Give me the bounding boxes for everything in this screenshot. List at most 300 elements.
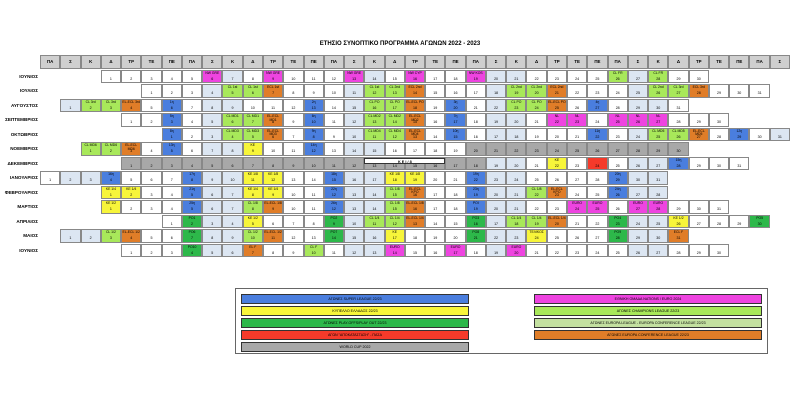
weekday-header-cell: Κ (222, 55, 242, 69)
day-cell (182, 70, 202, 84)
day-cell (364, 229, 384, 243)
day-cell (445, 128, 465, 142)
event-label: 18η (331, 172, 337, 176)
day-number: 15 (352, 236, 357, 241)
weekday-header-cell: ΠΕ (304, 55, 324, 69)
day-number: 22 (494, 105, 499, 110)
day-cell (324, 200, 344, 214)
event-label: EURO (450, 244, 461, 249)
day-cell (243, 200, 263, 214)
day-cell (668, 70, 688, 84)
day-number: 2 (191, 134, 194, 139)
day-number: 19 (433, 236, 438, 241)
day-cell (770, 128, 790, 142)
day-cell (445, 229, 465, 243)
day-cell (709, 128, 729, 142)
day-number: 29 (696, 120, 701, 125)
day-number: 20 (453, 105, 458, 110)
day-cell (324, 128, 344, 142)
weekday-header-cell: ΠΑ (749, 55, 769, 69)
day-number: 31 (656, 178, 661, 183)
day-cell (628, 113, 648, 127)
day-number: 14 (392, 250, 397, 255)
event-label: KE 1/8 (268, 172, 279, 176)
day-cell (243, 84, 263, 98)
day-number: 2 (150, 250, 153, 255)
day-cell (141, 113, 161, 127)
day-cell (243, 215, 263, 229)
day-cell (344, 84, 364, 98)
day-number: 15 (412, 163, 417, 168)
day-cell (587, 70, 607, 84)
legend-item: ΑΓΩΝΕΣ EUROPA CONFERENCE LEAGUE 22/23 (534, 330, 762, 340)
day-cell (445, 99, 465, 113)
day-number: 10 (331, 91, 336, 96)
day-cell (243, 171, 263, 185)
event-label: NW KOS (468, 70, 483, 75)
day-number: 12 (352, 120, 357, 125)
day-number: 19 (494, 120, 499, 125)
day-cell (162, 99, 182, 113)
day-cell (587, 99, 607, 113)
day-cell (567, 128, 587, 142)
event-label: NL (615, 114, 620, 118)
day-cell (121, 99, 141, 113)
day-number: 30 (696, 207, 701, 212)
day-cell (121, 186, 141, 200)
day-number: 27 (696, 134, 701, 139)
day-number: 30 (656, 105, 661, 110)
weekday-header-cell: ΤΕ (141, 55, 161, 69)
day-cell (628, 142, 648, 156)
day-cell (243, 128, 263, 142)
day-number: 19 (433, 105, 438, 110)
day-number: 30 (757, 221, 762, 226)
day-number: 16 (372, 105, 377, 110)
day-cell (364, 142, 384, 156)
day-number: 3 (109, 105, 112, 110)
day-number: 17 (433, 76, 438, 81)
day-number: 15 (372, 149, 377, 154)
day-number: 26 (575, 105, 580, 110)
event-label: ECL 1st (267, 85, 280, 89)
day-cell (567, 157, 587, 171)
event-label: 20η (614, 172, 621, 176)
day-number: 11 (332, 163, 336, 168)
day-number: 12 (331, 207, 336, 212)
day-number: 16 (433, 163, 438, 168)
day-cell (405, 215, 425, 229)
month-label: ΜΑΡΤΙΟΣ (17, 204, 38, 209)
day-cell (263, 99, 283, 113)
day-cell (628, 171, 648, 185)
day-cell (547, 215, 567, 229)
day-cell (162, 157, 182, 171)
day-cell (425, 244, 445, 258)
event-label: KE 1/4 (268, 186, 279, 191)
day-number: 9 (272, 192, 275, 197)
day-number: 11 (372, 221, 377, 226)
event-label: CL MD1 (226, 114, 239, 118)
day-cell (405, 200, 425, 214)
day-cell (405, 99, 425, 113)
day-number: 22 (534, 192, 539, 197)
day-cell (101, 171, 121, 185)
event-label: CL 2nd (510, 85, 522, 89)
day-cell (202, 128, 222, 142)
day-cell (608, 84, 628, 98)
day-number: 14 (412, 91, 417, 96)
month-label: ΙΟΥΝΙΟΣ (19, 247, 38, 253)
day-cell (202, 186, 222, 200)
day-cell (304, 99, 324, 113)
weekday-header-cell: ΤΕ (283, 55, 303, 69)
day-cell (304, 128, 324, 142)
month-row (10, 142, 790, 157)
day-number: 9 (251, 149, 254, 154)
day-number: 14 (352, 149, 357, 154)
day-cell (344, 229, 364, 243)
day-number: 6 (272, 221, 275, 226)
day-number: 21 (453, 178, 458, 183)
weekday-header-cell: Δ (243, 55, 263, 69)
day-number: 22 (494, 236, 499, 241)
day-cell (425, 171, 445, 185)
day-cell (283, 186, 303, 200)
day-number: 3 (150, 192, 153, 197)
day-cell (304, 171, 324, 185)
event-label: ΤΕΛΙΚΟΣ (529, 230, 544, 234)
day-number: 8 (272, 120, 275, 125)
day-number: 22 (595, 221, 600, 226)
event-label: KE 1/2 (247, 215, 258, 220)
day-cell (364, 99, 384, 113)
day-number: 25 (575, 149, 580, 154)
day-cell (567, 171, 587, 185)
day-number: 26 (676, 134, 681, 139)
event-label: CL F (310, 244, 318, 249)
day-cell (324, 142, 344, 156)
day-cell (486, 200, 506, 214)
day-number: 6 (211, 76, 214, 81)
day-number: 3 (170, 163, 173, 168)
day-number: 16 (433, 120, 438, 125)
day-cell (202, 70, 222, 84)
day-cell (304, 200, 324, 214)
day-number: 1 (49, 178, 52, 183)
day-cell (162, 171, 182, 185)
day-cell (466, 113, 486, 127)
event-label: CL 1/4 (531, 215, 542, 220)
day-number: 3 (211, 221, 214, 226)
day-cell (324, 70, 344, 84)
day-cell (202, 157, 222, 171)
event-label: EL-ECL 1/4 (406, 215, 424, 220)
event-label: ECL 2nd (408, 85, 422, 89)
day-cell (324, 84, 344, 98)
day-number: 12 (352, 163, 357, 168)
day-cell (222, 84, 242, 98)
day-cell (405, 70, 425, 84)
legend-item: ΑΓΩΝΕΣ CHAMPIONS LEAGUE 22/23 (534, 306, 762, 316)
weekday-header-cell: Σ (628, 55, 648, 69)
day-cell (101, 142, 121, 156)
day-cell (364, 128, 384, 142)
day-cell (202, 99, 222, 113)
day-number: 29 (696, 250, 701, 255)
day-cell (587, 113, 607, 127)
day-number: 18 (473, 250, 478, 255)
day-cell (263, 128, 283, 142)
day-cell (506, 84, 526, 98)
day-number: 27 (635, 207, 640, 212)
day-cell (466, 200, 486, 214)
day-cell (283, 70, 303, 84)
day-number: 20 (514, 120, 519, 125)
day-cell (162, 215, 182, 229)
day-cell (141, 171, 161, 185)
day-cell (243, 99, 263, 113)
day-number: 13 (331, 149, 336, 154)
day-cell (547, 229, 567, 243)
event-label: CL 1/8 (247, 201, 258, 205)
day-cell (222, 171, 242, 185)
day-number: 27 (595, 236, 600, 241)
day-cell (243, 186, 263, 200)
day-number: 1 (69, 105, 72, 110)
day-number: 11 (291, 149, 296, 154)
day-cell (385, 171, 405, 185)
day-number: 23 (534, 149, 539, 154)
day-number: 28 (696, 91, 701, 96)
day-cell (324, 215, 344, 229)
weekday-header-cell: Δ (668, 55, 688, 69)
day-cell (749, 84, 769, 98)
event-label: 6η (311, 114, 316, 118)
day-cell (567, 70, 587, 84)
day-number: 28 (595, 178, 600, 183)
day-number: 27 (635, 76, 640, 81)
day-number: 19 (494, 163, 499, 168)
month-label: ΑΠΡΙΛΙΟΣ (16, 218, 38, 224)
day-number: 26 (635, 163, 640, 168)
day-number: 24 (595, 163, 600, 168)
day-number: 15 (392, 76, 397, 81)
event-label: EL-ECL 3rd (122, 99, 140, 104)
day-number: 29 (696, 163, 701, 168)
day-cell (202, 84, 222, 98)
day-number: 13 (352, 192, 357, 197)
day-number: 23 (615, 221, 620, 226)
day-cell (182, 215, 202, 229)
legend-item: ΑΓΩΝ "ΑΠΟΚΑΤΑΣΤΑΣΗ" - ΠΑΣΑ (241, 330, 469, 340)
day-cell (668, 229, 688, 243)
day-cell (506, 171, 526, 185)
day-number: 10 (352, 134, 357, 139)
day-cell (405, 142, 425, 156)
event-label: CL 1/8 (389, 186, 400, 191)
day-cell (81, 99, 101, 113)
day-number: 15 (392, 192, 397, 197)
day-number: 9 (272, 207, 275, 212)
day-number: 24 (635, 221, 640, 226)
day-number: 15 (433, 91, 438, 96)
day-number: 4 (109, 178, 112, 183)
day-cell (486, 113, 506, 127)
day-number: 5 (170, 149, 173, 154)
day-number: 23 (554, 192, 559, 197)
day-cell (567, 186, 587, 200)
day-cell (466, 215, 486, 229)
day-cell (668, 99, 688, 113)
event-label: NL (656, 114, 661, 118)
day-number: 9 (231, 236, 234, 241)
day-cell (526, 70, 546, 84)
day-cell (425, 84, 445, 98)
month-label: ΦΕΒΡΟΥΑΡΙΟΣ (4, 189, 38, 195)
day-number: 6 (191, 149, 194, 154)
day-cell (101, 200, 121, 214)
day-number: 1 (170, 221, 173, 226)
day-cell (222, 142, 242, 156)
event-label: CL 1st (247, 85, 258, 89)
day-cell (526, 84, 546, 98)
day-number: 4 (150, 149, 153, 154)
day-cell (364, 186, 384, 200)
day-number: 9 (332, 134, 335, 139)
day-number: 2 (130, 192, 133, 197)
day-cell (729, 128, 749, 142)
day-number: 5 (191, 192, 194, 197)
day-number: 7 (231, 207, 234, 212)
day-cell (304, 157, 324, 171)
day-cell (141, 84, 161, 98)
page-title: ΕΤΗΣΙΟ ΣΥΝΟΠΤΙΚΟ ΠΡΟΓΡΑΜΜΑ ΑΓΩΝΩΝ 2022 - 2023 (319, 41, 481, 47)
event-label: EL-ECL MD6 (125, 143, 138, 151)
day-cell (506, 70, 526, 84)
day-number: 5 (211, 163, 214, 168)
day-cell (81, 171, 101, 185)
day-cell (182, 142, 202, 156)
day-number: 1 (130, 120, 133, 125)
day-cell (567, 200, 587, 214)
day-cell (344, 215, 364, 229)
weekday-header-cell: Κ (506, 55, 526, 69)
event-label: EURO (511, 244, 522, 249)
weekday-header-cell: Κ (648, 55, 668, 69)
day-cell (141, 186, 161, 200)
day-number: 13 (412, 221, 417, 226)
legend (235, 288, 768, 354)
day-cell (425, 229, 445, 243)
day-number: 11 (332, 250, 336, 255)
day-number: 29 (676, 76, 681, 81)
day-number: 17 (392, 236, 397, 241)
event-label: CL 1/4 (389, 215, 400, 220)
day-cell (628, 84, 648, 98)
month-row (19, 244, 790, 259)
day-cell (304, 244, 324, 258)
day-cell (101, 99, 121, 113)
day-number: 23 (514, 105, 519, 110)
event-label: KE 1/8 (247, 172, 258, 176)
day-cell (506, 244, 526, 258)
event-label: CL 1st (369, 85, 380, 89)
day-number: 15 (453, 221, 458, 226)
day-number: 15 (453, 134, 458, 139)
day-number: 8 (251, 192, 254, 197)
day-number: 17 (412, 149, 417, 154)
day-number: 25 (615, 250, 620, 255)
day-number: 9 (292, 120, 295, 125)
event-label: PO7 (330, 230, 338, 234)
day-cell (121, 157, 141, 171)
day-cell (405, 186, 425, 200)
day-cell (141, 70, 161, 84)
day-number: 22 (514, 149, 519, 154)
day-cell (486, 99, 506, 113)
month-label: ΜΑΙΟΣ (23, 233, 38, 238)
day-cell (283, 142, 303, 156)
day-cell (162, 142, 182, 156)
event-label: PO10 (187, 244, 197, 249)
day-cell (283, 244, 303, 258)
day-number: 7 (251, 120, 254, 125)
day-cell (283, 229, 303, 243)
day-cell (425, 128, 445, 142)
day-number: 5 (150, 236, 153, 241)
day-number: 18 (453, 207, 458, 212)
day-number: 23 (554, 207, 559, 212)
day-cell (547, 171, 567, 185)
day-cell (283, 113, 303, 127)
day-number: 9 (231, 105, 234, 110)
day-number: 31 (676, 236, 681, 241)
schedule-grid (4, 55, 790, 258)
day-number: 3 (211, 134, 214, 139)
event-label: NW GRE (266, 70, 281, 75)
day-number: 21 (534, 120, 539, 125)
day-number: 14 (372, 76, 377, 81)
day-cell (182, 186, 202, 200)
day-number: 9 (292, 250, 295, 255)
day-cell (729, 84, 749, 98)
day-cell (101, 186, 121, 200)
day-number: 27 (656, 163, 661, 168)
day-number: 6 (170, 236, 173, 241)
day-cell (608, 244, 628, 258)
day-cell (526, 229, 546, 243)
day-number: 10 (311, 163, 316, 168)
day-number: 11 (352, 91, 357, 96)
day-number: 27 (696, 221, 701, 226)
day-number: 19 (473, 207, 478, 212)
weekday-header-cell: ΠΕ (587, 55, 607, 69)
day-number: 8 (211, 105, 214, 110)
day-number: 2 (191, 221, 194, 226)
day-number: 29 (737, 221, 742, 226)
day-cell (364, 215, 384, 229)
weekday-header-cell: Σ (60, 55, 80, 69)
day-number: 4 (170, 192, 173, 197)
day-cell (60, 229, 80, 243)
day-cell (202, 200, 222, 214)
day-number: 10 (311, 250, 316, 255)
day-number: 20 (554, 221, 559, 226)
day-cell (364, 84, 384, 98)
event-label: 26η (331, 201, 337, 205)
day-cell (567, 215, 587, 229)
